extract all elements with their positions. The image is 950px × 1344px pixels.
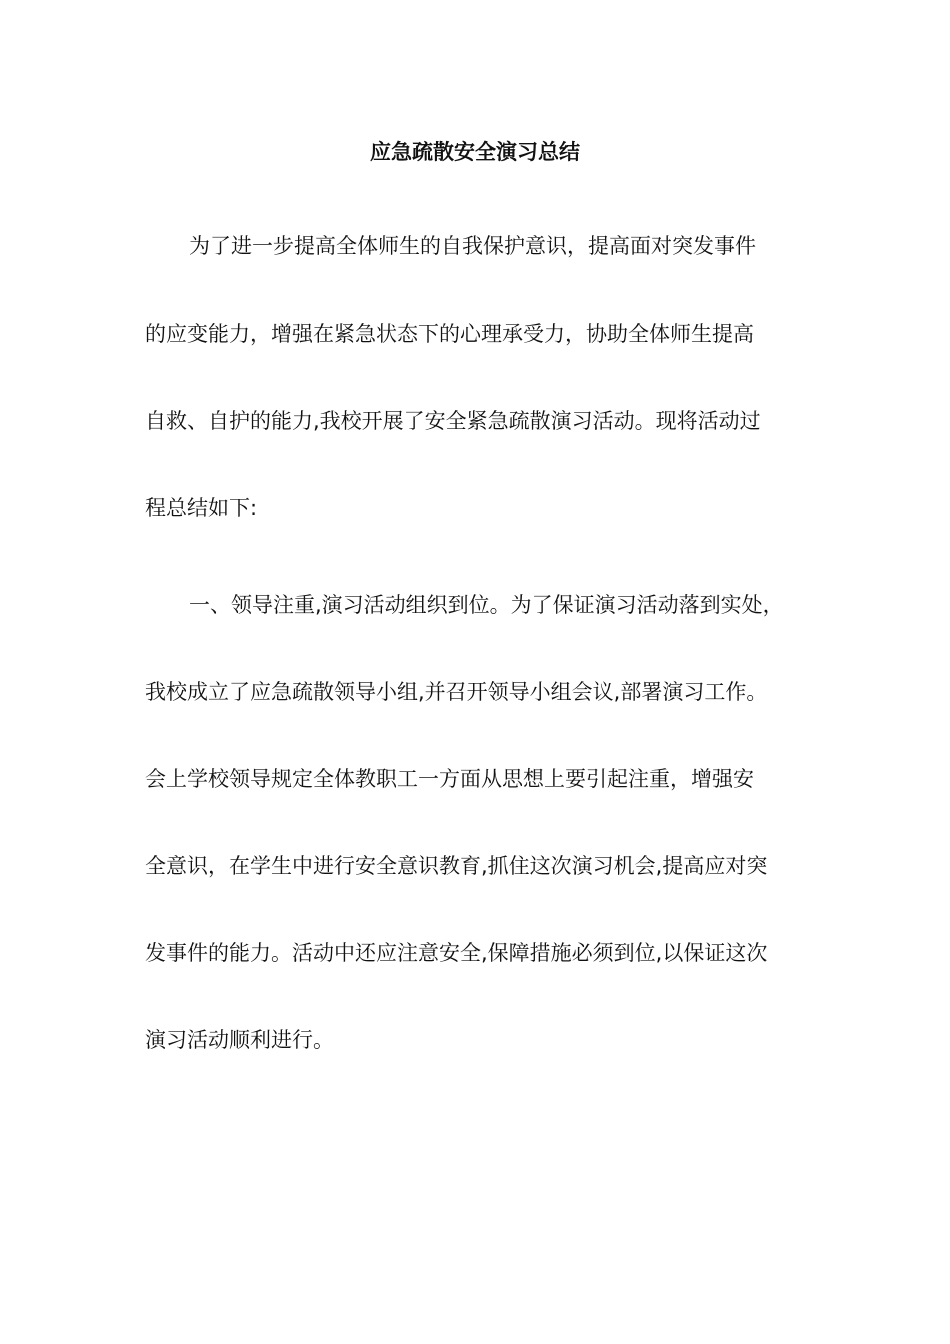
paragraph-line: 为了进一步提高全体师生的自我保护意识，提高面对突发事件 bbox=[189, 234, 756, 258]
paragraph-line: 我校成立了应急疏散领导小组,并召开领导小组会议,部署演习工作。 bbox=[145, 680, 768, 704]
document-title: 应急疏散安全演习总结 bbox=[370, 140, 580, 164]
paragraph-line: 发事件的能力。活动中还应注意安全,保障措施必须到位,以保证这次 bbox=[145, 941, 768, 965]
paragraph-line: 自救、自护的能力,我校开展了安全紧急疏散演习活动。现将活动过 bbox=[145, 409, 761, 433]
paragraph-line: 程总结如下: bbox=[145, 496, 258, 520]
paragraph-line: 全意识，在学生中进行安全意识教育,抓住这次演习机会,提高应对突 bbox=[145, 854, 768, 878]
paragraph-line: 会上学校领导规定全体教职工一方面从思想上要引起注重，增强安 bbox=[145, 767, 754, 791]
paragraph-line: 的应变能力，增强在紧急状态下的心理承受力，协助全体师生提高 bbox=[145, 322, 754, 346]
paragraph-line: 演习活动顺利进行。 bbox=[145, 1028, 334, 1052]
paragraph-line: 一、领导注重,演习活动组织到位。为了保证演习活动落到实处， bbox=[189, 593, 784, 617]
